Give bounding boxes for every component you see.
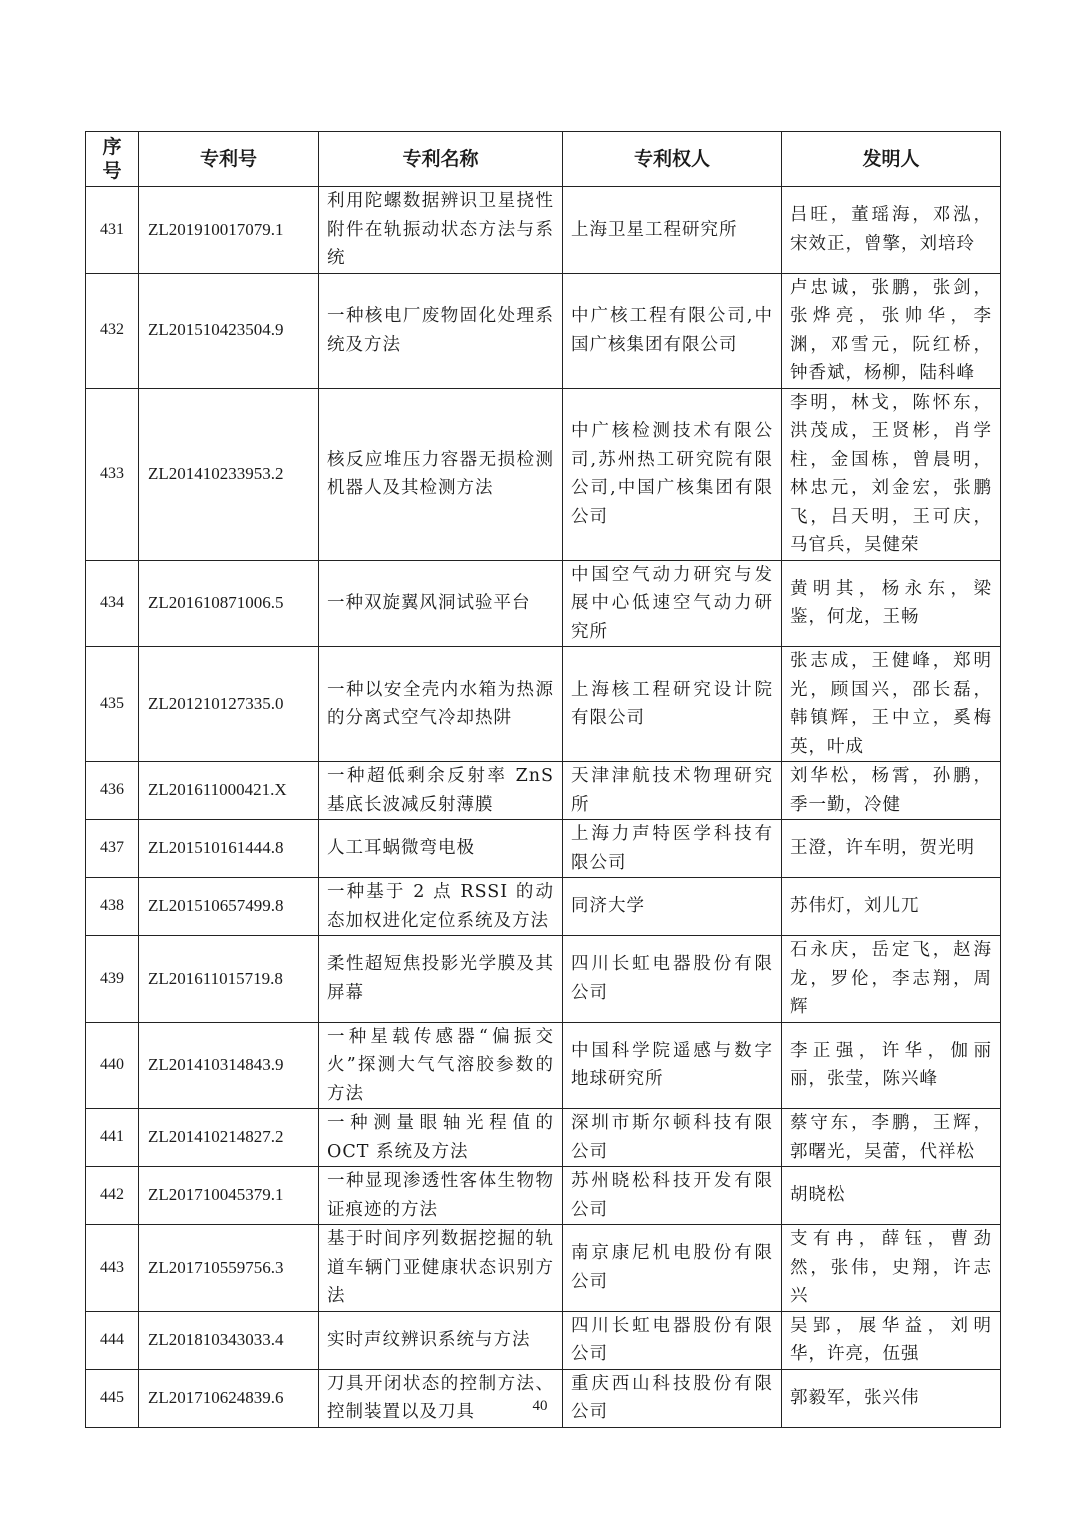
table-row: [86, 936, 1001, 1023]
row-seq: 434: [86, 560, 139, 647]
row-seq: 438: [86, 878, 139, 936]
row-patent-owner: 同济大学: [563, 878, 782, 936]
row-patent-owner: 天津津航技术物理研究所: [563, 762, 782, 820]
row-inventors: 支有冉，薛钰，曹劲然，张伟，史翔，许志兴: [782, 1225, 1001, 1312]
row-patent-name: 一种测量眼轴光程值的 OCT 系统及方法: [319, 1109, 563, 1167]
table-row: [86, 1109, 1001, 1167]
row-patent-name: 基于时间序列数据挖掘的轨道车辆门亚健康状态识别方法: [319, 1225, 563, 1312]
row-patent-owner: 四川长虹电器股份有限公司: [563, 1311, 782, 1369]
row-patent-no: ZL201410233953.2: [139, 388, 319, 560]
row-inventors: 王澄，许车明，贺光明: [782, 820, 1001, 878]
page-number: 40: [532, 1398, 548, 1414]
row-patent-name: 一种显现渗透性客体生物物证痕迹的方法: [319, 1167, 563, 1225]
row-patent-owner: 重庆西山科技股份有限公司: [563, 1369, 782, 1427]
row-patent-name: 刀具开闭状态的控制方法、控制装置以及刀具: [319, 1369, 563, 1427]
row-seq: 433: [86, 388, 139, 560]
row-patent-owner: 中国空气动力研究与发展中心低速空气动力研究所: [563, 560, 782, 647]
table-row: [86, 820, 1001, 878]
row-patent-name: 一种超低剩余反射率 ZnS 基底长波减反射薄膜: [319, 762, 563, 820]
row-inventors: 郭毅军，张兴伟: [782, 1369, 1001, 1427]
table-row: [86, 1225, 1001, 1312]
row-patent-owner: 上海核工程研究设计院有限公司: [563, 647, 782, 762]
row-patent-no: ZL201510161444.8: [139, 820, 319, 878]
table-row: [86, 1311, 1001, 1369]
row-patent-owner: 中广核工程有限公司,中国广核集团有限公司: [563, 273, 782, 388]
row-inventors: 刘华松，杨霄，孙鹏，季一勤，冷健: [782, 762, 1001, 820]
header-patent-name: 专利名称: [319, 132, 563, 187]
row-patent-owner: 苏州晓松科技开发有限公司: [563, 1167, 782, 1225]
header-seq: 序号: [86, 132, 139, 187]
row-patent-no: ZL201810343033.4: [139, 1311, 319, 1369]
row-patent-no: ZL201611000421.X: [139, 762, 319, 820]
row-seq: 445: [86, 1369, 139, 1427]
table-row: [86, 878, 1001, 936]
row-patent-name: 柔性超短焦投影光学膜及其屏幕: [319, 936, 563, 1023]
table-header-row: [86, 132, 1001, 187]
row-inventors: 蔡守东，李鹏，王辉，郭曙光，吴蕾，代祥松: [782, 1109, 1001, 1167]
row-seq: 444: [86, 1311, 139, 1369]
table-row: [86, 388, 1001, 560]
row-patent-name: 实时声纹辨识系统与方法: [319, 1311, 563, 1369]
row-patent-no: ZL201610871006.5: [139, 560, 319, 647]
header-patent-owner: 专利权人: [563, 132, 782, 187]
table-row: [86, 560, 1001, 647]
row-patent-owner: 深圳市斯尔顿科技有限公司: [563, 1109, 782, 1167]
row-inventors: 卢忠诚，张鹏，张剑，张烨亮，张帅华，李渊，邓雪元，阮红桥，钟香斌，杨柳，陆科峰: [782, 273, 1001, 388]
row-patent-name: 一种星载传感器“偏振交火”探测大气气溶胶参数的方法: [319, 1022, 563, 1109]
row-patent-name: 核反应堆压力容器无损检测机器人及其检测方法: [319, 388, 563, 560]
row-patent-no: ZL201410214827.2: [139, 1109, 319, 1167]
row-patent-owner: 上海卫星工程研究所: [563, 187, 782, 274]
row-inventors: 张志成，王健峰，郑明光，顾国兴，邵长磊，韩镇辉，王中立，奚梅英，叶成: [782, 647, 1001, 762]
row-inventors: 李明，林戈，陈怀东，洪茂成，王贤彬，肖学柱，金国栋，曾晨明，林忠元，刘金宏，张鹏飞，吕天明，王可庆，马官兵，吴健荣: [782, 388, 1001, 560]
row-inventors: 苏伟灯，刘儿兀: [782, 878, 1001, 936]
patent-table: [85, 131, 1001, 1428]
row-inventors: 胡晓松: [782, 1167, 1001, 1225]
row-seq: 436: [86, 762, 139, 820]
row-patent-no: ZL201410314843.9: [139, 1022, 319, 1109]
row-seq: 443: [86, 1225, 139, 1312]
row-inventors: 李正强，许华，伽丽丽，张莹，陈兴峰: [782, 1022, 1001, 1109]
row-inventors: 石永庆，岳定飞，赵海龙，罗伦，李志翔，周辉: [782, 936, 1001, 1023]
row-seq: 431: [86, 187, 139, 274]
table-row: [86, 762, 1001, 820]
row-patent-no: ZL201910017079.1: [139, 187, 319, 274]
row-patent-owner: 四川长虹电器股份有限公司: [563, 936, 782, 1023]
row-patent-no: ZL201611015719.8: [139, 936, 319, 1023]
row-seq: 441: [86, 1109, 139, 1167]
row-inventors: 吴郢，展华益，刘明华，许亮，伍强: [782, 1311, 1001, 1369]
row-patent-name: 一种核电厂废物固化处理系统及方法: [319, 273, 563, 388]
row-patent-no: ZL201710559756.3: [139, 1225, 319, 1312]
row-seq: 435: [86, 647, 139, 762]
row-patent-no: ZL201710045379.1: [139, 1167, 319, 1225]
row-patent-name: 一种以安全壳内水箱为热源的分离式空气冷却热阱: [319, 647, 563, 762]
row-seq: 437: [86, 820, 139, 878]
row-patent-owner: 中广核检测技术有限公司,苏州热工研究院有限公司,中国广核集团有限公司: [563, 388, 782, 560]
row-patent-name: 一种基于 2 点 RSSI 的动态加权进化定位系统及方法: [319, 878, 563, 936]
row-patent-name: 一种双旋翼风洞试验平台: [319, 560, 563, 647]
table-row: [86, 647, 1001, 762]
table-row: [86, 187, 1001, 274]
row-patent-no: ZL201710624839.6: [139, 1369, 319, 1427]
row-seq: 432: [86, 273, 139, 388]
table-row: [86, 1167, 1001, 1225]
row-seq: 439: [86, 936, 139, 1023]
row-seq: 440: [86, 1022, 139, 1109]
table-row: [86, 273, 1001, 388]
row-patent-name: 利用陀螺数据辨识卫星挠性附件在轨振动状态方法与系统: [319, 187, 563, 274]
row-patent-owner: 上海力声特医学科技有限公司: [563, 820, 782, 878]
row-seq: 442: [86, 1167, 139, 1225]
header-patent-no: 专利号: [139, 132, 319, 187]
row-patent-no: ZL201510657499.8: [139, 878, 319, 936]
row-inventors: 黄明其，杨永东，梁鉴，何龙，王畅: [782, 560, 1001, 647]
row-patent-owner: 中国科学院遥感与数字地球研究所: [563, 1022, 782, 1109]
table-row: [86, 1022, 1001, 1109]
row-patent-owner: 南京康尼机电股份有限公司: [563, 1225, 782, 1312]
row-patent-no: ZL201510423504.9: [139, 273, 319, 388]
row-patent-no: ZL201210127335.0: [139, 647, 319, 762]
row-inventors: 吕旺，董瑶海，邓泓，宋效正，曾擎，刘培玲: [782, 187, 1001, 274]
row-patent-name: 人工耳蜗微弯电极: [319, 820, 563, 878]
header-inventors: 发明人: [782, 132, 1001, 187]
